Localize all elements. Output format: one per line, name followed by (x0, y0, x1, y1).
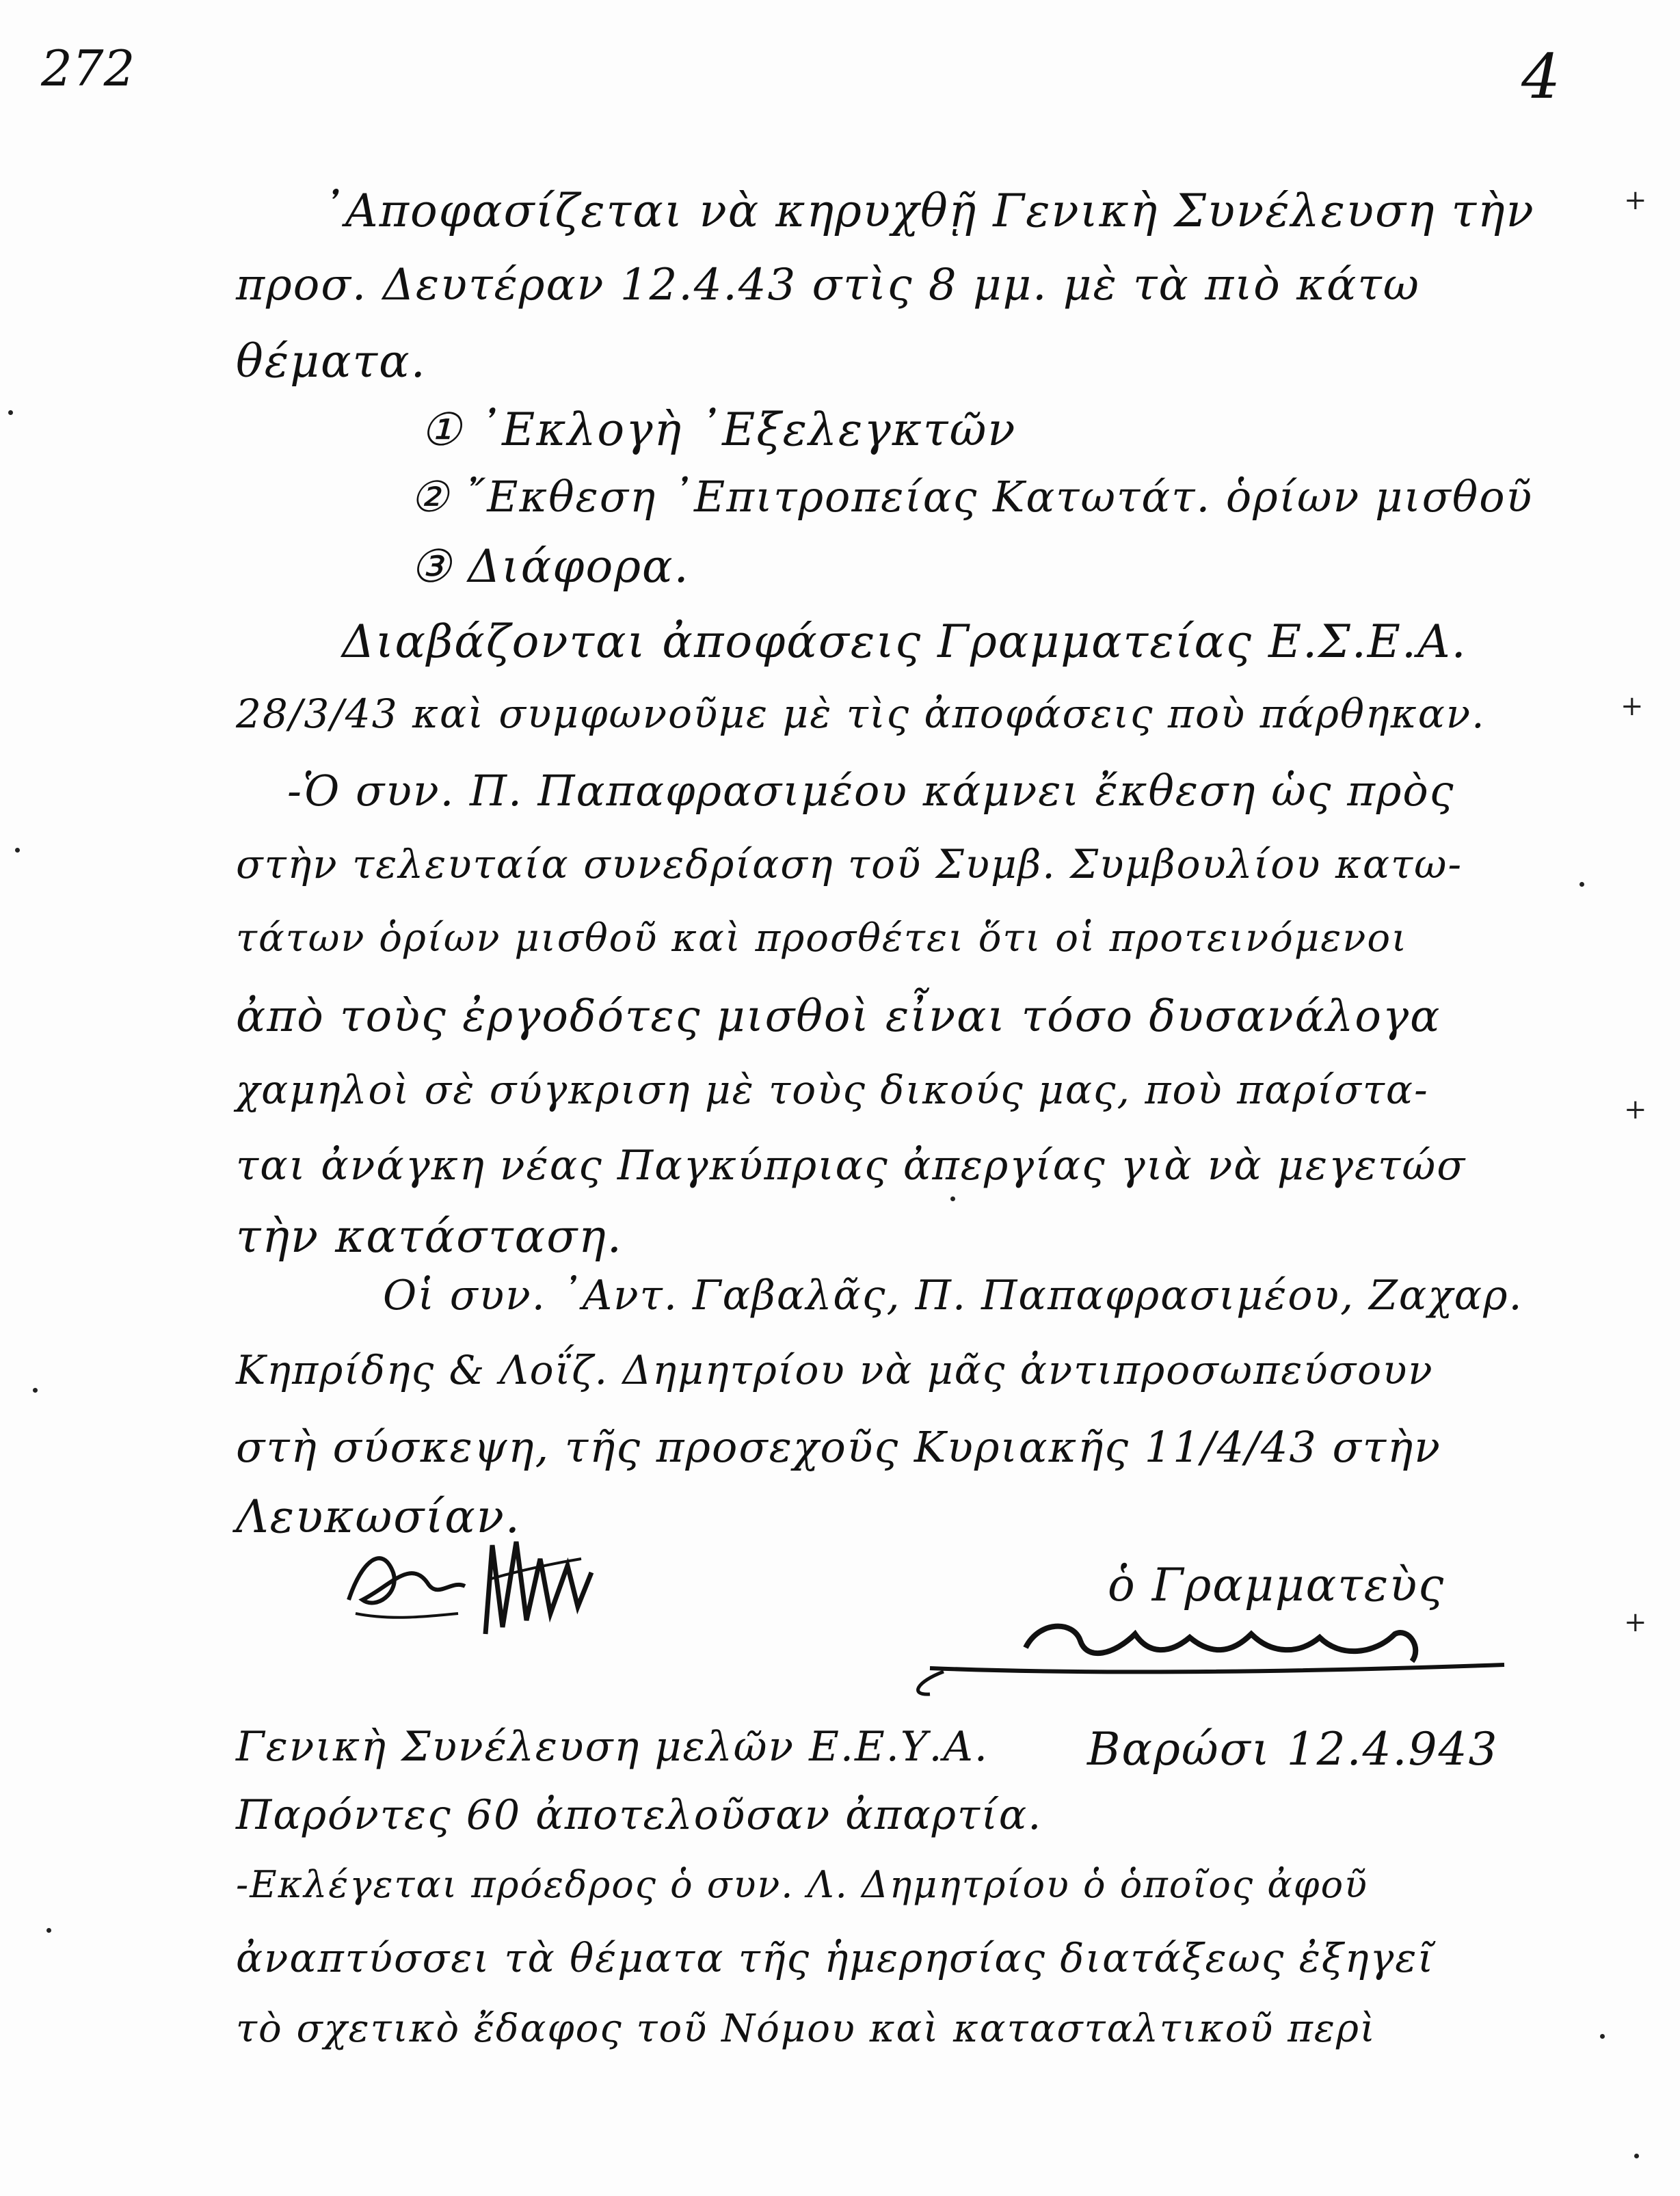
line-26: τὸ σχετικὸ ἔδαφος τοῦ Νόμου καὶ κατασταλτικοῦ περὶ (236, 2007, 1376, 2051)
line-11: τάτων ὁρίων μισθοῦ καὶ προσθέτει ὅτι οἱ προτεινόμενοι (236, 916, 1409, 961)
secretary-signature (903, 1607, 1518, 1702)
secretary-signature-graphic (903, 1607, 1518, 1702)
line-2: προσ. Δευτέραν 12.4.43 στὶς 8 μμ. μὲ τὰ πιὸ κάτω (236, 260, 1420, 310)
line-10: στὴν τελευταία συνεδρίαση τοῦ Συμβ. Συμβουλίου κατω- (236, 841, 1463, 887)
margin-mark: + (1624, 1094, 1647, 1125)
line-5: ② ῎Εκθεση ᾽Επιτροπείας Κατωτάτ. ὁρίων μισθοῦ (410, 472, 1534, 522)
scan-speck (33, 1388, 38, 1393)
line-12: ἀπὸ τοὺς ἐργοδότες μισθοὶ εἶναι τόσο δυσανάλογα (236, 991, 1441, 1042)
margin-mark: + (1621, 691, 1644, 722)
line-25: ἀναπτύσσει τὰ θέματα τῆς ἡμερησίας διατάξεως ἐξηγεῖ (236, 1935, 1435, 1981)
line-18: στὴ σύσκεψη, τῆς προσεχοῦς Κυριακῆς 11/4/43 στὴν (236, 1422, 1441, 1472)
line-7: Διαβάζονται ἀποφάσεις Γραμματείας Ε.Σ.Ε.Α. (342, 615, 1467, 668)
page-number: 272 (41, 40, 135, 97)
scan-speck (46, 1928, 51, 1933)
line-17: Κηπρίδης & Λοΐζ. Δημητρίου νὰ μᾶς ἀντιπροσωπεύσουν (236, 1347, 1434, 1393)
line-21: Γενικὴ Συνέλευση μελῶν Ε.Ε.Υ.Α. (236, 1723, 989, 1771)
line-6: ③ Διάφορα. (410, 540, 690, 593)
corner-mark: 4 (1521, 41, 1561, 113)
line-13: χαμηλοὶ σὲ σύγκριση μὲ τοὺς δικούς μας, ποὺ παρίστα- (236, 1067, 1429, 1113)
line-8: 28/3/43 καὶ συμφωνοῦμε μὲ τὶς ἀποφάσεις ποὺ πάρθηκαν. (236, 691, 1486, 737)
line-4: ① ᾽Εκλογὴ ᾽Εξελεγκτῶν (421, 403, 1017, 456)
scan-speck (8, 410, 13, 415)
line-24: -Εκλέγεται πρόεδρος ὁ συν. Λ. Δημητρίου ὁ ὁποῖος ἀφοῦ (236, 1863, 1368, 1906)
signatures-left-graphic (335, 1518, 622, 1648)
line-23: Παρόντες 60 ἀποτελοῦσαν ἀπαρτία. (236, 1791, 1043, 1839)
margin-mark: + (1624, 185, 1647, 216)
line-16: Οἱ συν. ᾽Αντ. Γαβαλᾶς, Π. Παπαφρασιμέου, Ζαχαρ. (383, 1272, 1523, 1320)
line-19: Λευκωσίαν. (236, 1490, 521, 1543)
line-1: ᾽Αποφασίζεται νὰ κηρυχθῇ Γενικὴ Συνέλευση τὴν (321, 185, 1535, 237)
margin-mark: + (1624, 1607, 1647, 1638)
scan-speck (1634, 2154, 1639, 2158)
line-15: τὴν κατάσταση. (236, 1210, 623, 1263)
handwritten-signatures-left (335, 1518, 622, 1648)
line-14: ται ἀνάγκη νέας Παγκύπριας ἀπεργίας γιὰ νὰ μεγετώσ (236, 1142, 1467, 1190)
secretary-title: ὁ Γραμματεὺς (1108, 1559, 1445, 1611)
line-22: Βαρώσι 12.4.943 (1087, 1723, 1499, 1776)
scan-speck (15, 848, 20, 853)
line-9: -Ὁ συν. Π. Παπαφρασιμέου κάμνει ἔκθεση ὡς πρὸς (287, 766, 1455, 816)
scan-speck (1579, 882, 1584, 887)
line-3: θέματα. (236, 335, 427, 388)
scan-speck (950, 1196, 955, 1201)
scan-speck (1600, 2034, 1605, 2039)
